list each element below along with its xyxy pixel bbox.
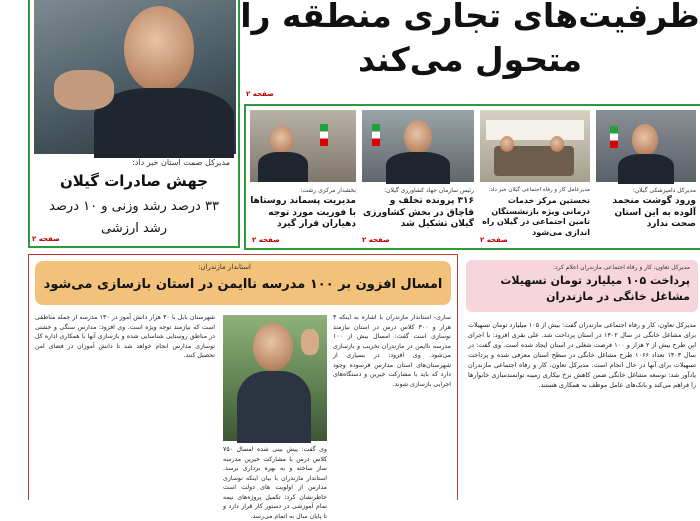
- left-story-frame: [28, 0, 240, 248]
- thumb-photo: [480, 110, 590, 182]
- thumb-strip: [244, 104, 700, 250]
- school-story-col1: ساری- استاندار مازندران با اشاره به اینکه ۳ هزار و ۳۰۰ کلاس درس در استان نیازمند نوسازی است گفت: امسال بیش از ۱۰۰ مدرسه ناایمن در مازندران تخریب و بازسازی می‌شود. وی افزود: در بسیاری از شهرستان‌های استان مدارس فرسوده وجود دارد که باید با مشارکت خیرین و دستگاه‌های اجرایی بازسازی شوند.: [333, 314, 451, 388]
- thumb-card[interactable]: [250, 110, 356, 246]
- thumb-kicker: مدیرکل دامپزشکی گیلان:: [632, 187, 696, 194]
- thumb-card[interactable]: [480, 110, 590, 246]
- left-story-page: صفحه ۲: [32, 235, 60, 243]
- thumb-photo: [362, 110, 474, 182]
- left-story-body: ۳۳ درصد رشد وزنی و ۱۰ درصد رشد ارزشی: [49, 199, 219, 236]
- hand-shape: [54, 70, 114, 110]
- thumb-page: صفحه ۲: [362, 236, 390, 244]
- left-story-kicker: مدیرکل صمت استان خبر داد:: [132, 158, 230, 167]
- thumb-photo: [250, 110, 356, 182]
- thumb-page: صفحه ۲: [480, 236, 508, 244]
- thumb-title: ورود گوشت منجمد آلوده به این استان صحت ندارد: [612, 196, 696, 229]
- school-story-col2: وی گفت: پیش بینی شده امسال ۷۵۰ کلاس درس با مشارکت خیرین مدرسه ساز ساخته و به بهره برداری برسد. استاندار مازندران با بیان اینکه نوسازی مدارس از اولویت های دولت است خاطرنشان کرد: تکمیل پروژه‌های نیمه تمام آموزشی در دستور کار قرار دارد و تا پایان سال به اتمام می‌رسد.: [223, 446, 327, 520]
- loan-story-headline: پرداخت ۱۰۵ میلیارد تومان تسهیلات مشاغل خانگی در مازندران: [500, 274, 690, 303]
- top-headline-page: صفحه ۲: [246, 90, 274, 98]
- school-story-photo: [223, 315, 327, 441]
- thumb-kicker: مدیرعامل کار و رفاه اجتماعی گیلان خبر داد:: [488, 187, 590, 193]
- loan-story-frame: [462, 254, 700, 500]
- top-headline: [240, 0, 700, 89]
- thumb-kicker: بخشدار مرکزی رشت:: [300, 187, 356, 194]
- loan-story-body: مدیرکل تعاون، کار و رفاه اجتماعی مازندران گفت: بیش از ۱۰۵ میلیارد تومان تسهیلات برای مشاغل خانگی در سال ۱۴۰۲ در استان پرداخت شد. علی بقری افزود: با اجرای این طرح بیش از ۲ هزار و ۱۰۰ فرصت شغلی در استان ایجاد شده است. وی گفت: در سال ۱۴۰۳ تعداد ۱۰۶۶ طرح مشاغل خانگی در سطح استان معرفی شده و پرداخت تسهیلات برای آنها در حال انجام است. مدیرکل تعاون، کار و رفاه اجتماعی مازندران یادآور شد: توسعه مشاغل خانگی ضمن کاهش نرخ بیکاری زمینه توانمندسازی خانوارها را فراهم می‌کند و بانک‌های عامل موظف به همکاری هستند.: [468, 321, 697, 389]
- thumb-card[interactable]: [596, 110, 696, 246]
- top-headline-line1: ظرفیت‌های تجاری منطقه را: [240, 0, 700, 35]
- thumb-photo: [596, 110, 696, 182]
- school-story-frame: [28, 254, 458, 520]
- thumb-kicker: رئیس سازمان جهاد کشاورزی گیلان:: [384, 187, 474, 194]
- thumb-title: مدیریت پسماند روستاها با فوریت مورد توجه دهیاران قرار گیرد: [250, 196, 356, 229]
- school-story-header: [35, 261, 451, 305]
- loan-story-kicker: مدیرکل تعاون، کار و رفاه اجتماعی مازندران اعلام کرد:: [552, 264, 690, 271]
- school-story-kicker: استاندار مازندران:: [198, 263, 251, 271]
- thumb-title: ۳۱۶ پرونده تخلف و قاچاق در بخش کشاورزی گیلان تشکیل شد: [363, 196, 474, 229]
- thumb-title: نخستین مرکز خدمات درمانی ویژه بازنشستگان تامین اجتماعی در گیلان راه اندازی می‌شود: [482, 196, 590, 237]
- thumb-page: صفحه ۲: [252, 236, 280, 244]
- raised-hand-shape: [301, 329, 319, 355]
- left-story-photo: [34, 0, 236, 154]
- school-story-headline: امسال افزون بر ۱۰۰ مدرسه ناایمن در استان بازسازی می‌شود: [43, 277, 443, 292]
- left-story-title: جهش صادرات گیلان: [59, 172, 209, 190]
- school-story-col3: شهرستان بابل با ۳۰ هزار دانش آموز در ۱۳۰ مدرسه از جمله مناطقی است که نیازمند توجه ویژه است. وی افزود: مدارس سنگی و خشتی در مناطق روستایی شناسایی شده و بازسازی آنها با همکاری اداره کل نوسازی مدارس انجام خواهد شد تا دانش آموزان در فضای امن تحصیل کنند.: [35, 314, 215, 359]
- thumb-card[interactable]: [362, 110, 474, 246]
- top-headline-line2: متحول می‌کند: [357, 40, 583, 79]
- loan-story-header: [466, 260, 698, 312]
